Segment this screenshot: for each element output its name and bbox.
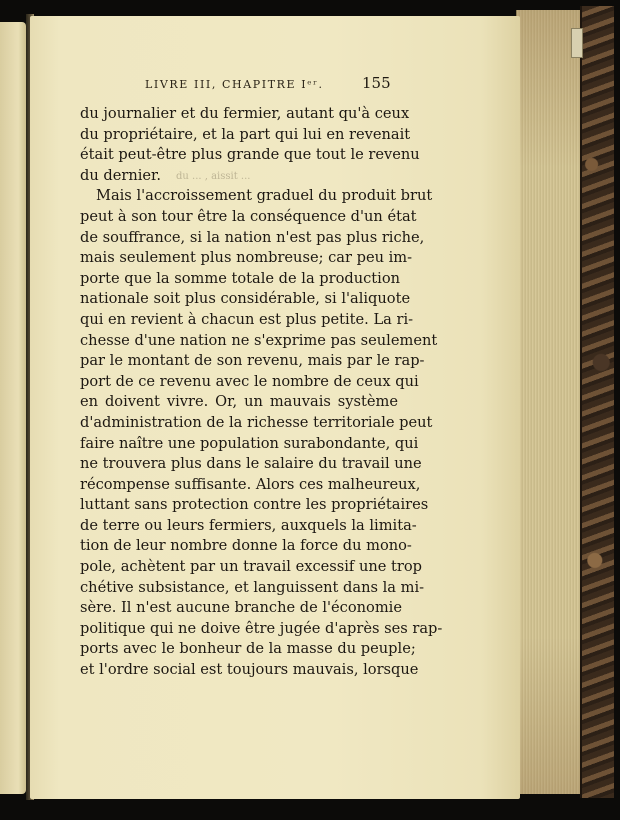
text-line: nationale soit plus considérable, si l'aliquote: [80, 290, 411, 308]
running-head: LIVRE III, CHAPITRE Iᵉʳ.: [145, 78, 324, 91]
text-line: du journalier et du fermier, autant qu'à ceux: [80, 105, 410, 122]
text-line: chétive subsistance, et languissent dans la mi-: [80, 578, 425, 596]
text-line: ne trouvera plus dans le salaire du travail une: [80, 455, 422, 473]
text-line: ports avec le bonheur de la masse du peuple;: [80, 640, 416, 658]
text-line: d'administration de la richesse territoriale peut: [80, 413, 433, 431]
marbled-cover-edge: [580, 6, 614, 798]
text-line: luttant sans protection contre les propriétaires: [80, 496, 429, 514]
text-line: faire naître une population surabondante, qui: [80, 434, 419, 452]
text-line: en doivent vivre. Or, un mauvais système: [80, 393, 398, 411]
text-line: pole, achètent par un travail excessif une trop: [80, 558, 422, 576]
text-line: de souffrance, si la nation n'est pas plus riche,: [80, 228, 425, 246]
text-line: de terre ou leurs fermiers, auxquels la limita-: [80, 516, 417, 534]
text-line: mais seulement plus nombreuse; car peu im-: [80, 249, 413, 267]
text-line: tion de leur nombre donne la force du mono-: [80, 537, 412, 555]
page-fore-edge: [516, 10, 587, 794]
text-line: récompense suffisante. Alors ces malheureux,: [80, 475, 421, 493]
page-number: 155: [362, 74, 391, 92]
text-line: politique qui ne doive être jugée d'après ses rap-: [80, 619, 443, 637]
text-line: peut à son tour être la conséquence d'un état: [80, 207, 417, 225]
text-line: du dernier.: [80, 166, 162, 184]
bookmark-tab: [571, 28, 583, 58]
text-line: porte que la somme totale de la production: [80, 269, 401, 287]
bleed-through-text: du ... , aissit ...: [176, 171, 251, 182]
text-line: Mais l'accroissement graduel du produit brut: [96, 187, 433, 205]
text-line: chesse d'une nation ne s'exprime pas seulement: [80, 331, 438, 349]
text-line: port de ce revenu avec le nombre de ceux qui: [80, 372, 419, 390]
text-line: du propriétaire, et la part qui lui en revenait: [80, 125, 411, 143]
facing-page-edge: [0, 22, 26, 794]
text-line: et l'ordre social est toujours mauvais, lorsque: [80, 661, 419, 679]
text-line: qui en revient à chacun est plus petite. La ri-: [80, 310, 414, 328]
text-line: sère. Il n'est aucune branche de l'économie: [80, 599, 402, 617]
text-line: était peut-être plus grande que tout le revenu: [80, 146, 420, 164]
body-text: [80, 104, 443, 681]
text-line: par le montant de son revenu, mais par le rap-: [80, 352, 425, 370]
